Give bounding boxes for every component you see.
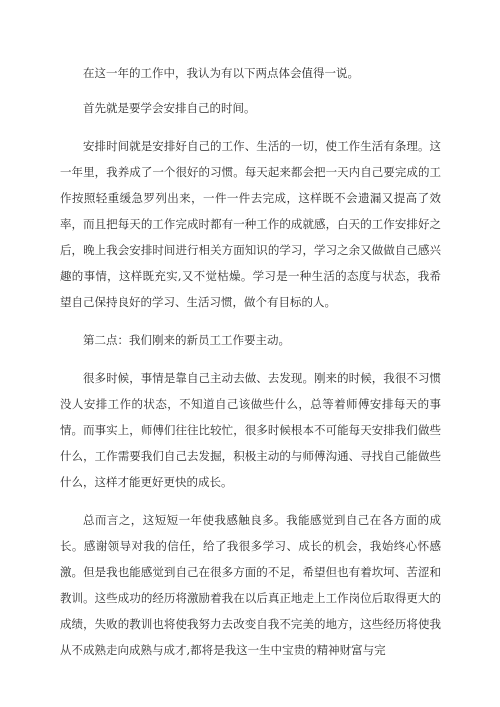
- document-page: [60, 60, 441, 663]
- paragraph-time-management: 安排时间就是安排好自己的工作、生活的一切，使工作生活有条理。这一年里，我养成了一个很好的习惯。每天起来都会把一天内自己要完成的工作按照轻重缓急罗列出来，一件一件去完成，这样既不会遗漏又提高了效率，而且把每天的工作完成时都有一种工作的成就感，白天的工作安排好之后，晚上我会安排时间进行相关方面知识的学习，学习之余又做做自己感兴趣的事情，这样既充实,又不觉枯燥。学习是一种生活的态度与状态，我希望自己保持良好的学习、生活习惯，做个有目标的人。: [60, 139, 441, 309]
- paragraph-initiative: 很多时候，事情是靠自己主动去做、去发现。刚来的时候，我很不习惯没人安排工作的状态，不知道自己该做些什么，总等着师傅安排每天的事情。而事实上，师傅们往往比较忙，很多时候根本不可能每天安排我们做些什么，工作需要我们自己去发掘，积极主动的与师傅沟通、寻找自己能做些什么，这样才能更好更快的成长。: [60, 371, 441, 489]
- paragraph-intro: 在这一年的工作中，我认为有以下两点体会值得一说。: [83, 66, 359, 80]
- paragraph-conclusion: 总而言之，这短短一年使我感触良多。我能感觉到自己在各方面的成长。感谢领导对我的信任，给了我很多学习、成长的机会，我始终心怀感激。但是我也能感觉到自己在很多方面的不足，希望但也有着坎坷、苦涩和教训。这些成功的经历将激励着我在以后真正地走上工作岗位后取得更大的成绩，失败的教训也将使我努力去改变自我不完美的地方，这些经历将使我从不成熟走向成熟与成才,都将是我这一生中宝贵的精神财富与完: [60, 513, 441, 657]
- paragraph-point-two-heading: 第二点：我们刚来的新员工工作要主动。: [83, 333, 290, 347]
- paragraph-point-one-heading: 首先就是要学会安排自己的时间。: [83, 101, 256, 115]
